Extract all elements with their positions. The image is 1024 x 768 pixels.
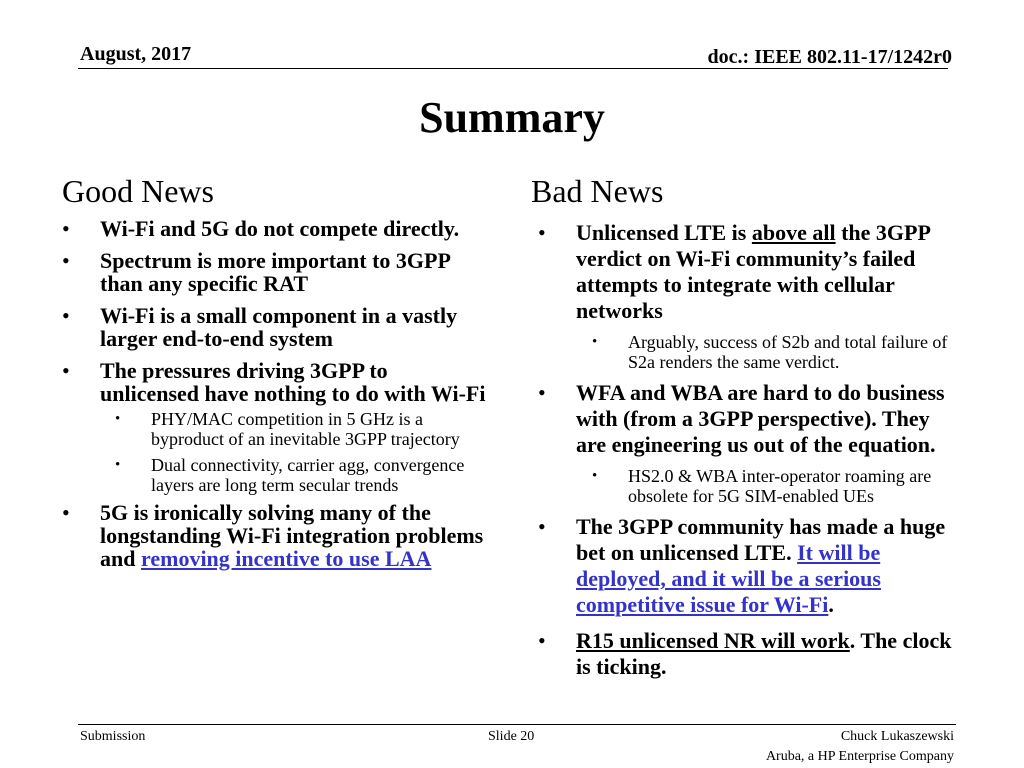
header-rule [78,68,948,69]
good-news-heading: Good News [62,173,214,209]
above-all-emphasis: above all [751,220,836,245]
bullet-marker: • [62,216,70,241]
bad-bullet-3-text-post: . [828,592,834,617]
bad-bullet-3 [538,514,962,618]
bad-bullet-2 [538,380,962,506]
bad-bullet-1-sublist [576,332,962,372]
good-bullet-3 [62,303,492,351]
good-bullet-5-text: 5G is ironically solving many of the longstanding Wi-Fi integration problems and [100,500,484,571]
bullet-marker: • [538,628,546,653]
sub-bullet-marker: • [115,457,121,473]
bad-sub-bullet-2 [592,466,962,506]
bad-bullet-4-text-post: . The clock is ticking. [576,628,952,679]
footer-rule [78,724,956,725]
bullet-marker: • [538,220,546,245]
bad-bullet-2-text: WFA and WBA are hard to do business with (from a 3GPP perspective). They are engineering us out of the equation. [576,380,945,457]
footer-submission: Submission [80,729,146,744]
bullet-marker: • [62,358,70,383]
good-bullet-1-text: Wi-Fi and 5G do not compete directly. [100,216,460,241]
good-bullet-3-text: Wi-Fi is a small component in a vastly larger end-to-end system [100,303,458,351]
it-will-be-deployed-link[interactable]: It will be deployed, and it will be a serious competitive issue for Wi-Fi [576,540,881,617]
bad-sub-bullet-1-text: Arguably, success of S2b and total failure of S2a renders the same verdict. [628,332,948,372]
good-bullet-2-text: Spectrum is more important to 3GPP than any specific RAT [100,248,450,296]
bullet-marker: • [62,248,70,273]
sub-bullet-marker: • [592,468,598,484]
good-news-list [62,216,492,579]
bad-sub-bullet-2-text: HS2.0 & WBA inter-operator roaming are obsolete for 5G SIM-enabled UEs [628,466,932,506]
good-sub-bullet-1 [115,409,481,449]
bad-bullet-3-text-pre: The 3GPP community has made a huge bet on unlicensed LTE. [576,514,946,565]
good-bullet-4 [62,358,492,495]
bad-sub-bullet-1 [592,332,962,372]
bad-bullet-4 [538,628,962,680]
good-sub-bullet-1-text: PHY/MAC competition in 5 GHz is a byproduct of an inevitable 3GPP trajectory [151,409,460,449]
bad-news-heading: Bad News [531,173,664,209]
bullet-marker: • [62,500,70,525]
footer-slide-number: Slide 20 [488,729,535,744]
sub-bullet-marker: • [592,334,598,350]
bad-bullet-1 [538,220,962,372]
bad-bullet-1-text-pre: Unlicensed LTE is [576,220,752,245]
footer-company: Aruba, a HP Enterprise Company [765,749,954,764]
good-bullet-4-text: The pressures driving 3GPP to unlicensed have nothing to do with Wi-Fi [100,358,486,406]
footer-author: Chuck Lukaszewski [840,729,954,744]
bullet-marker: • [538,514,546,539]
slide-title: Summary [419,93,605,142]
good-bullet-2 [62,248,492,296]
header-date: August, 2017 [80,43,192,65]
bad-news-list [538,220,962,689]
good-bullet-5 [62,500,492,571]
removing-incentive-link[interactable]: removing incentive to use LAA [140,546,432,571]
r15-emphasis: R15 unlicensed NR will work [576,628,850,653]
good-sub-bullet-2-text: Dual connectivity, carrier agg, convergence layers are long term secular trends [151,455,465,495]
bullet-marker: • [62,303,70,328]
header-doc-id: doc.: IEEE 802.11-17/1242r0 [707,46,952,68]
good-sub-bullet-2 [115,455,481,495]
bullet-marker: • [538,380,546,405]
bad-bullet-1-text-post: the 3GPP verdict on Wi-Fi community’s failed attempts to integrate with cellular networks [576,220,930,323]
good-bullet-4-sublist [100,409,481,495]
sub-bullet-marker: • [115,411,121,427]
good-bullet-1 [62,216,492,241]
bad-bullet-2-sublist [576,466,962,506]
